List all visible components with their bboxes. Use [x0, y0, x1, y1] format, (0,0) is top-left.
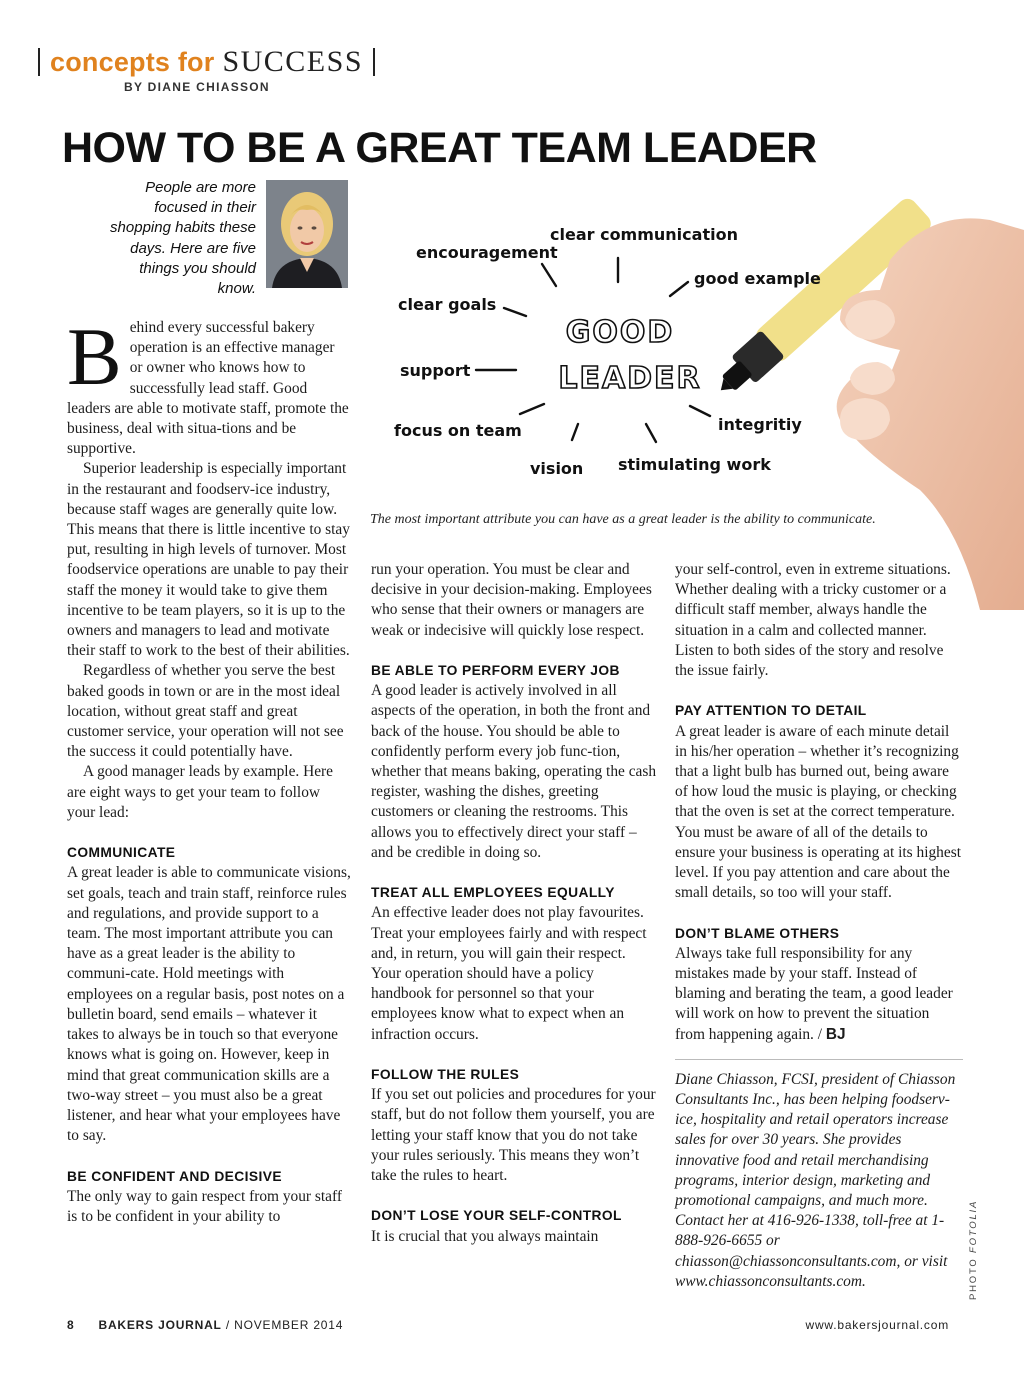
- subhead-confident: BE CONFIDENT AND DECISIVE: [67, 1168, 282, 1184]
- paragraph: An effective leader does not play favourites. Treat your employees fairly and with respect and, in return, you will gain their respect. Your operation should have a policy handbook for personnel so that your employees know what to expect when an infraction occurs.: [371, 904, 647, 1043]
- byline: BY DIANE CHIASSON: [124, 80, 270, 94]
- paragraph: If you set out policies and procedures for your staff, but do not follow them yourself, you are letting your staff know that you do not take your rules seriously. This means they won’t take the rules to heart.: [371, 1086, 656, 1185]
- mindmap-word: encouragement: [416, 243, 558, 262]
- subhead-perform-every-job: BE ABLE TO PERFORM EVERY JOB: [371, 663, 620, 678]
- paragraph: The only way to gain respect from your staff is to be confident in your ability to: [67, 1187, 342, 1225]
- author-bio: Diane Chiasson, FCSI, president of Chiasson Consultants Inc., has been helping foodserv-ice, hospitality and retail operators increase sales for over 30 years. She provides innovative food and retail merchandising programs, interior design, marketing and promotional campaigns, and much more. Contact her at 416-926-1338, toll-free at 1-888-926-6655 or chiasson@chiassonconsultants.com, or visit www.chiassonconsultants.com.: [675, 1070, 956, 1290]
- divider: [373, 48, 375, 76]
- paragraph: It is crucial that you always maintain: [371, 1227, 599, 1245]
- page-number: 8: [67, 1318, 75, 1332]
- subhead-dont-blame: DON’T BLAME OTHERS: [675, 925, 840, 941]
- paragraph: A good leader is actively involved in all aspects of the operation, in both the front and back of the house. You should be able to confidently perform every job func-tion, whether that means baking, operating the cash register, washing the dishes, greeting customers or cleaning the restrooms. This allows you to effectively direct your staff – and be credible in doing so.: [371, 682, 657, 861]
- section-title-concepts: concepts for: [50, 46, 215, 77]
- column-1: [67, 311, 351, 1227]
- subhead-detail: PAY ATTENTION TO DETAIL: [675, 703, 867, 719]
- author-portrait: [266, 180, 348, 288]
- column-3: [675, 560, 963, 1292]
- paragraph: A great leader is aware of each minute detail in his/her operation – whether it’s recognizing that a light bulb has burned out, being aware of how loud the music is playing, or checking that the oven is set at the correct temperature. You must be aware of all of the details to ensure your business is operating at its highest level. If you pay attention and care about the small details, so too will your staff.: [675, 722, 961, 902]
- deck: People are more focused in their shopping habits these days. Here are five things you should know.: [110, 179, 256, 298]
- paragraph: run your operation. You must be clear and decisive in your decision-making. Employees who sense that their owners or managers are weak or indecisive will quickly lose respect.: [371, 561, 652, 639]
- mindmap-center-top: GOOD: [565, 315, 675, 350]
- subhead-self-control: DON’T LOSE YOUR SELF-CONTROL: [371, 1208, 622, 1224]
- paragraph: your self-control, even in extreme situations. Whether dealing with a tricky customer or a difficult staff member, always handle the situation in a calm and collected manner. Listen to both sides of the story and resolve the issue fairly.: [675, 561, 951, 680]
- column-2: [371, 560, 657, 1247]
- mindmap-word: support: [400, 361, 471, 380]
- paragraph: [675, 944, 963, 1045]
- mindmap-strokes: [476, 258, 710, 442]
- paragraph-text: ehind every successful bakery operation is an effective manager or owner who knows how to successfully lead staff. Good leaders are able to motivate staff, promote the business, deal with situa-tions and be supportive.: [67, 319, 349, 458]
- magazine-name: BAKERS JOURNAL: [98, 1318, 222, 1332]
- paragraph: Regardless of whether you serve the best baked goods in town or are in the most ideal location, without great staff and great customer service, your operation will not see the success it could potentially have.: [67, 662, 344, 761]
- photo-credit-source: FOTOLIA: [968, 1199, 979, 1253]
- website-url: www.bakersjournal.com: [805, 1318, 949, 1332]
- mindmap-word: stimulating work: [618, 455, 771, 474]
- mindmap-word: vision: [530, 459, 584, 478]
- author-portrait-illustration: [266, 180, 348, 288]
- drop-cap: B: [67, 311, 122, 402]
- mindmap-center-bottom: LEADER: [558, 361, 702, 396]
- section-title-success: SUCCESS: [222, 45, 364, 78]
- paragraph: [67, 311, 351, 459]
- headline: HOW TO BE A GREAT TEAM LEADER: [62, 124, 817, 172]
- mindmap-word: integritiy: [718, 415, 802, 434]
- paragraph: Superior leadership is especially important in the restaurant and foodserv-ice industry, because staff wages are generally quite low. This means that there is little incentive to stay put, resulting in high levels of turnover. Most foodservice operations are unable to pay their staff the money it would take to give them incentive to be team players, so it is up to the owners and managers to lead and motivate their staff to work to the best of their abilities.: [67, 460, 350, 660]
- mindmap-word: clear communication: [550, 225, 738, 244]
- mindmap-word: focus on team: [394, 421, 522, 440]
- photo-caption: The most important attribute you can have as a great leader is the ability to communicate.: [370, 512, 876, 527]
- mindmap-word: clear goals: [398, 295, 497, 314]
- photo-credit: [968, 1200, 979, 1300]
- subhead-follow-rules: FOLLOW THE RULES: [371, 1067, 520, 1083]
- author-initials: BJ: [825, 1025, 846, 1043]
- mindmap-word: good example: [694, 269, 821, 288]
- issue-date: / NOVEMBER 2014: [225, 1318, 344, 1332]
- paragraph: A great leader is able to communicate visions, set goals, teach and train staff, reinforce rules and regulations, and provide support to a team. The most important attribute you can have as a great leader is the ability to communi-cate. Hold meetings with employees on a regular basis, post notes on a bulletin board, send emails – whatever it takes to always be in touch so that everyone knows what is going on. However, keep in mind that great communication skills are a two-way street – you must also be a great listener, and hear what your employees have to say.: [67, 864, 351, 1145]
- paragraph: A good manager leads by example. Here are eight ways to get your team to follow your lead:: [67, 763, 334, 821]
- divider: [675, 1059, 963, 1060]
- mindmap-photo: [380, 178, 1024, 508]
- paragraph-text: Always take full responsibility for any mistakes made by your staff. Instead of blaming and berating the team, a good leader will work on how to prevent the situation from happening again. /: [675, 944, 953, 1043]
- photo-credit-label: PHOTO: [968, 1257, 979, 1300]
- section-header: [38, 44, 375, 80]
- divider: [38, 48, 40, 76]
- subhead-treat-equally: TREAT ALL EMPLOYEES EQUALLY: [371, 885, 615, 901]
- subhead-communicate: COMMUNICATE: [67, 845, 176, 861]
